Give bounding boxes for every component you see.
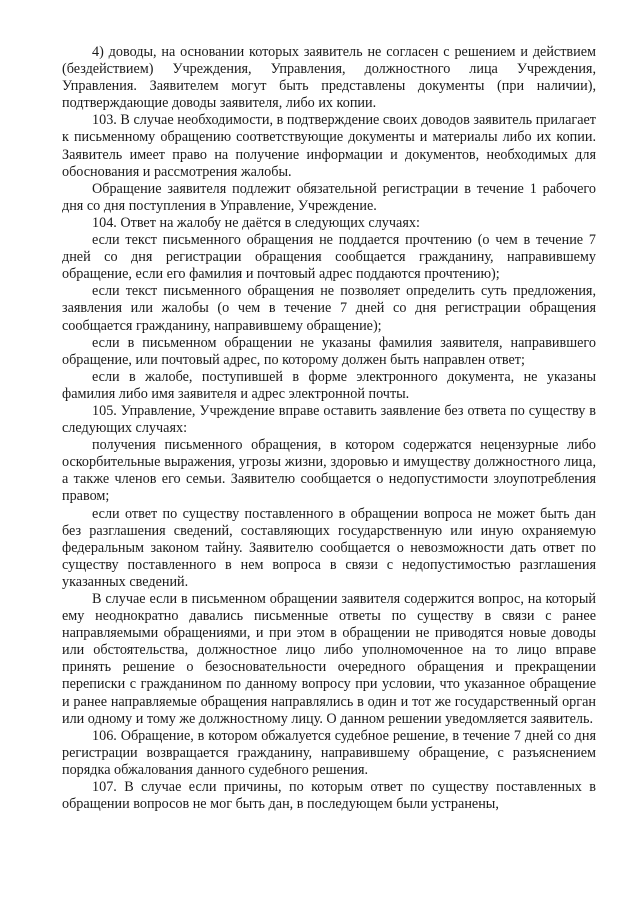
paragraph-106: 106. Обращение, в котором обжалуется судебное решение, в течение 7 дней со дня регистрации возвращается гражданину, направившему обращение, с разъяснением порядка обжалования данного судебного решения.	[62, 727, 596, 778]
paragraph-claim-arguments: 4) доводы, на основании которых заявитель не согласен с решением и действием (бездействием) Учреждения, Управления, должностного лица Учреждения, Управления. Заявителем могут быть представлены документы (при наличии), подтверждающие доводы заявителя, либо их копии.	[62, 44, 596, 112]
paragraph-electronic-no-name: если в жалобе, поступившей в форме электронного документа, не указаны фамилия либо имя заявителя и адрес электронной почты.	[62, 368, 596, 402]
paragraph-offensive-content: получения письменного обращения, в котором содержатся нецензурные либо оскорбительные выражения, угрозы жизни, здоровью и имуществу должностного лица, а также членов его семьи. Заявителю сообщается о недопустимости злоупотребления правом;	[62, 437, 596, 505]
paragraph-104: 104. Ответ на жалобу не даётся в следующих случаях:	[92, 214, 420, 231]
paragraph-105: 105. Управление, Учреждение вправе оставить заявление без ответа по существу в следующих случаях:	[62, 402, 596, 437]
paragraph-unreadable-text: если текст письменного обращения не поддается прочтению (о чем в течение 7 дней со дня регистрации обращения сообщается гражданину, направившему обращение, если его фамилия и почтовый адрес поддаются прочтению);	[62, 232, 596, 283]
document-page	[62, 44, 596, 813]
paragraph-no-name-address: если в письменном обращении не указаны фамилия заявителя, направившего обращение, или почтовый адрес, по которому должен быть направлен ответ;	[62, 334, 596, 368]
paragraph-secret-info: если ответ по существу поставленного в обращении вопроса не может быть дан без разглашения сведений, составляющих государственную или иную охраняемую федеральным законом тайну. Заявителю сообщается о невозможности дать ответ по существу поставленного в нем вопроса в связи с недопустимостью разглашения указанных сведений.	[62, 505, 596, 590]
paragraph-107: 107. В случае если причины, по которым ответ по существу поставленных в обращении вопросов не мог быть дан, в последующем были устранены,	[62, 779, 596, 813]
paragraph-unclear-essence: если текст письменного обращения не позволяет определить суть предложения, заявления или жалобы (о чем в течение 7 дней со дня регистрации обращения сообщается гражданину, направившему обращение);	[62, 283, 596, 334]
paragraph-103: 103. В случае необходимости, в подтверждение своих доводов заявитель прилагает к письменному обращению соответствующие документы и материалы либо их копии. Заявитель имеет право на получение информации и документов, необходимых для обоснования и рассмотрения жалобы.	[62, 112, 596, 180]
paragraph-repeated-appeal: В случае если в письменном обращении заявителя содержится вопрос, на который ему неоднократно давались письменные ответы по существу в связи с ранее направляемыми обращениями, и при этом в обращении не приводятся новые доводы или обстоятельства, должностное лицо либо уполномоченное на то лицо вправе принять решение о безосновательности очередного обращения и прекращении переписки с гражданином по данному вопросу при условии, что указанное обращение и ранее направляемые обращения направлялись в один и тот же государственный орган или одному и тому же должностному лицу. О данном решении уведомляется заявитель.	[62, 591, 596, 727]
paragraph-registration: Обращение заявителя подлежит обязательной регистрации в течение 1 рабочего дня со дня поступления в Управление, Учреждение.	[62, 180, 596, 214]
